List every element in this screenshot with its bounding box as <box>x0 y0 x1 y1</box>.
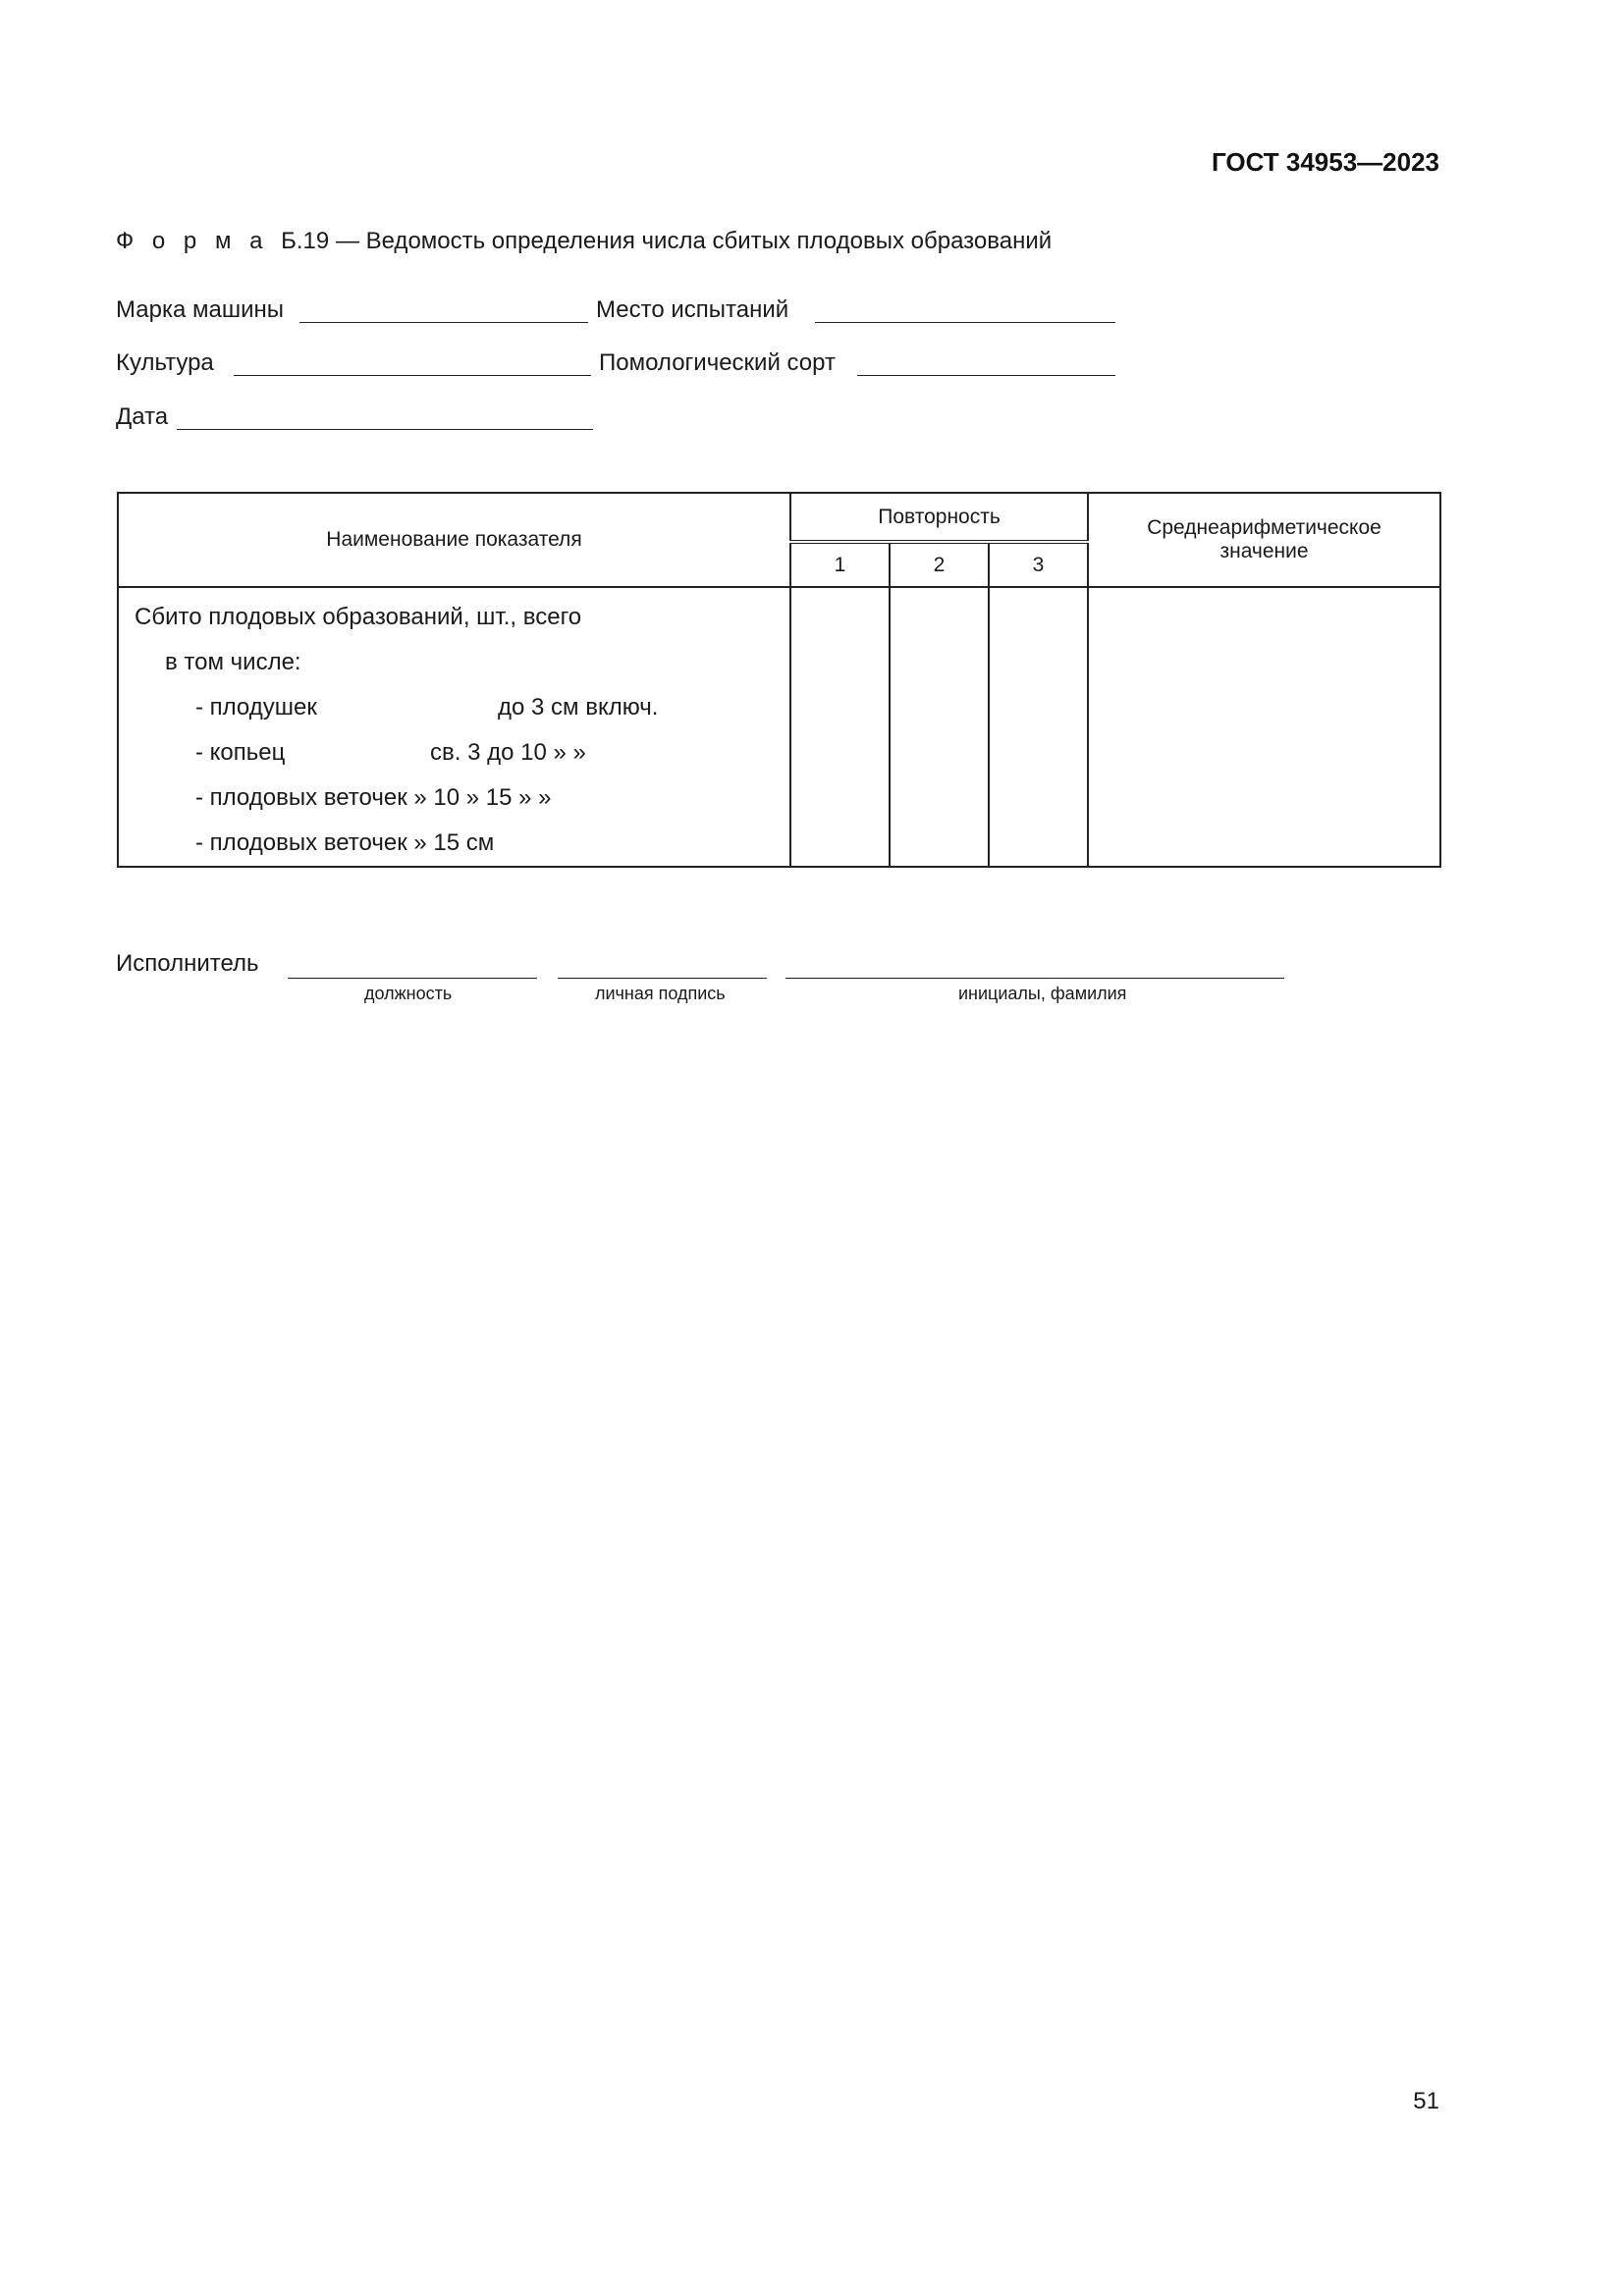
row-including: в том числе: <box>165 649 301 675</box>
machine-brand-label: Марка машины <box>116 296 285 323</box>
row-spears <box>119 730 789 775</box>
form-title-text: — Ведомость определения числа сбитых плодовых образований <box>335 228 1053 254</box>
pomological-variety-label: Помологический сорт <box>599 349 836 376</box>
test-site-line <box>815 322 1115 323</box>
row-fruit-spurs-range: до 3 см включ. <box>498 694 659 721</box>
executor-label: Исполнитель <box>116 950 259 977</box>
culture-label: Культура <box>116 349 214 376</box>
pomological-variety-line <box>857 375 1115 376</box>
culture-line <box>234 375 591 376</box>
signature-line <box>558 978 767 979</box>
form-label: Ф о р м а <box>116 228 269 254</box>
repeat-1-value <box>790 587 890 867</box>
data-table <box>117 492 1441 868</box>
position-caption: должность <box>364 984 453 1003</box>
position-line <box>288 978 537 979</box>
test-site-label: Место испытаний <box>596 296 789 323</box>
signature-caption: личная подпись <box>595 984 726 1003</box>
mean-value <box>1088 587 1440 867</box>
row-spears-name: - копьец <box>195 739 286 766</box>
standard-number: ГОСТ 34953—2023 <box>1212 147 1439 177</box>
initials-caption: инициалы, фамилия <box>958 984 1127 1003</box>
indicator-cell <box>118 587 790 867</box>
machine-brand-line <box>299 322 588 323</box>
row-spears-range: св. 3 до 10 » » <box>430 739 586 766</box>
header-repeat: Повторность <box>790 493 1088 542</box>
repeat-2-value <box>890 587 989 867</box>
initials-line <box>785 978 1284 979</box>
row-total: Сбито плодовых образований, шт., всего <box>135 604 582 630</box>
row-fruit-twigs-15: - плодовых веточек » 15 см <box>195 829 495 856</box>
date-line <box>177 429 593 430</box>
row-fruit-twigs-10-15: - плодовых веточек » 10 » 15 » » <box>195 784 552 811</box>
form-title <box>116 228 1052 255</box>
row-fruit-spurs-name: - плодушек <box>195 694 317 721</box>
header-name: Наименование показателя <box>118 493 790 587</box>
page-number: 51 <box>1413 2088 1439 2114</box>
form-number: Б.19 <box>281 228 330 254</box>
header-repeat-2: 2 <box>890 542 989 587</box>
repeat-3-value <box>989 587 1088 867</box>
header-mean: Среднеарифметическое значение <box>1088 493 1440 587</box>
header-repeat-3: 3 <box>989 542 1088 587</box>
row-fruit-spurs <box>119 685 789 730</box>
date-label: Дата <box>116 403 169 430</box>
header-repeat-1: 1 <box>790 542 890 587</box>
